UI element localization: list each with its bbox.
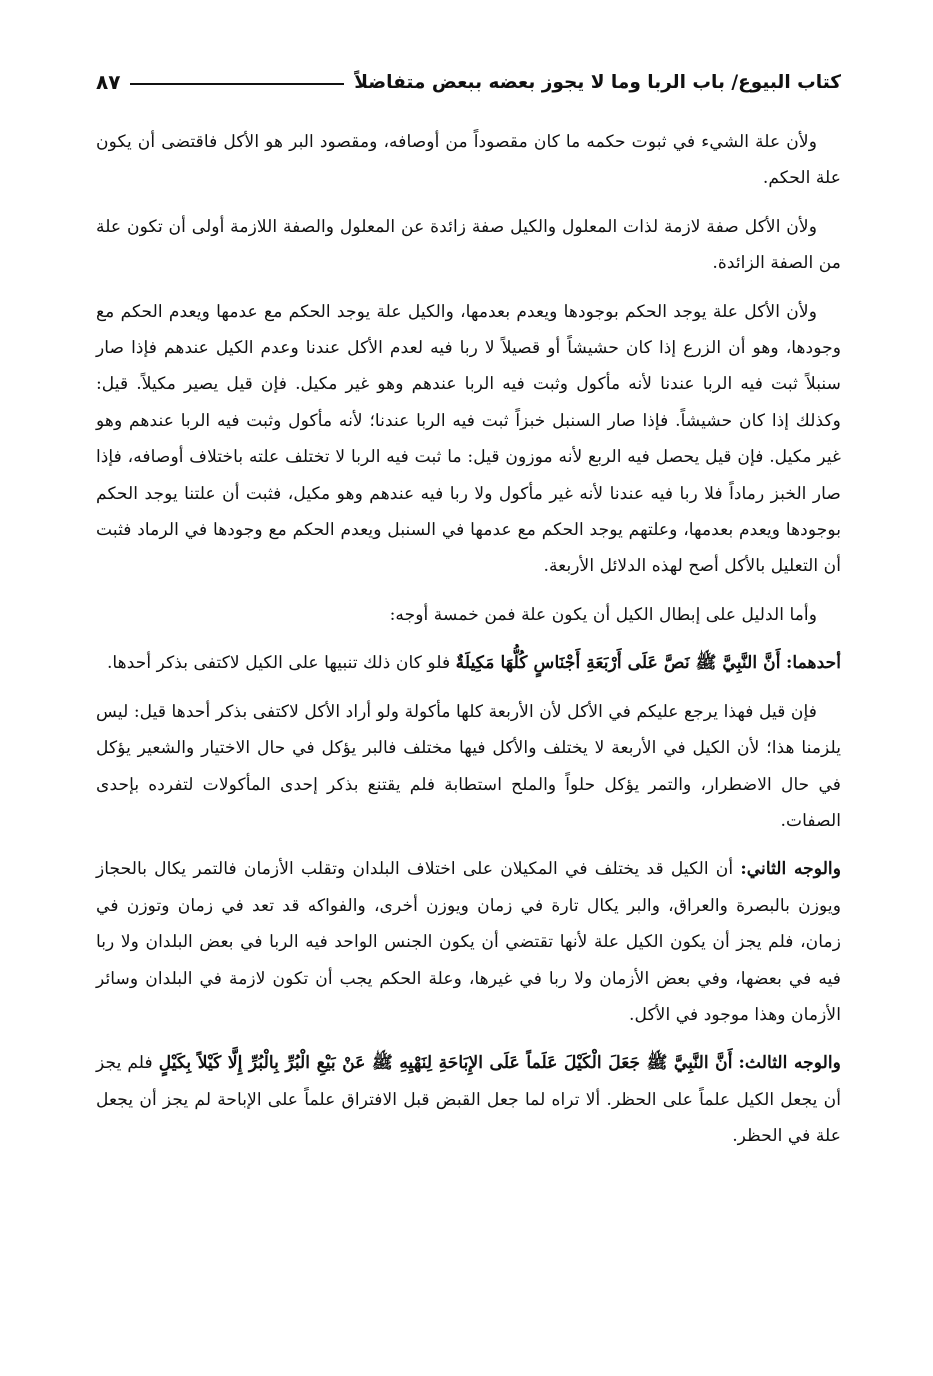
paragraph-1 bbox=[96, 124, 841, 197]
section-lead: والوجه الثالث: bbox=[738, 1053, 841, 1074]
header-rule bbox=[130, 83, 344, 85]
paragraph-text: ولأن الأكل علة يوجد الحكم بوجودها ويعدم بعدمها، والكيل علة يوجد الحكم مع عدمها ويعدم الحكم مع وجودها، وهو أن الزرع إذا كان حشيشاً أو قصيلاً لا ربا فيه لعدم الأكل عندنا وعدم الكيل عندهم فإذا صار سنبلاً ثبت فيه الربا عندنا لأنه مأكول وثبت فيه الربا عندهم وهو غير مكيل. فإن قيل يصير مكيلاً. قيل: وكذلك إذا كان حشيشاً. فإذا صار السنبل خبزاً ثبت فيه الربا عندنا؛ لأنه مأكول وثبت فيه الربا عندهم وهو غير مكيل. فإن قيل يحصل فيه الربع لأنه موزون قيل: ما ثبت فيه الربا لا تختلف علته باختلاف أوصافه، فإذا صار الخبز رماداً فلا ربا فيه عندنا لأنه غير مأكول ولا ربا فيه عندهم وهو مكيل، فثبت أن علتنا يوجد الحكم بوجودها ويعدم بعدمها، وعلتهم يوجد الحكم مع عدمها في السنبل ويعدم الحكم مع وجودها في الرماد فثبت أن التعليل بالأكل أصح لهذه الدلائل الأربعة. bbox=[96, 301, 841, 577]
section-lead: أحدهما: bbox=[785, 653, 841, 674]
paragraph-text: فلم يجز أن يجعل الكيل علماً على الحظر. ألا تراه لما جعل القبض قبل الافتراق علماً على الإباحة لم يجز أن يجعل علة في الحظر. bbox=[96, 1053, 841, 1147]
header-title: كتاب البيوع/ باب الربا وما لا يجوز بعضه ببعض متفاضلاً bbox=[354, 71, 841, 93]
paragraph-text: وأما الدليل على إبطال الكيل أن يكون علة فمن خمسة أوجه: bbox=[389, 604, 817, 625]
running-header bbox=[96, 62, 841, 102]
paragraph-text: فإن قيل فهذا يرجع عليكم في الأكل لأن الأربعة كلها مأكولة ولو أراد الأكل لاكتفى بذكر أحدها قيل: ليس يلزمنا هذا؛ لأن الكيل في الأربعة لا يختلف والأكل فيها مختلف فالبر يؤكل في حال الاختيار والشعير يؤكل في حال الاضطرار، والتمر يؤكل حلواً والملح استطابة فلم يقتنع بذكر إحدى المأكولات لتفرده بإحدى الصفات. bbox=[96, 701, 841, 831]
paragraph-2 bbox=[96, 209, 841, 282]
paragraph-3 bbox=[96, 294, 841, 585]
paragraph-text: ولأن الأكل صفة لازمة لذات المعلول والكيل صفة زائدة عن المعلول والصفة اللازمة أولى أن تكون علة من الصفة الزائدة. bbox=[96, 216, 841, 274]
paragraph-5 bbox=[96, 645, 841, 681]
paragraph-4 bbox=[96, 597, 841, 633]
paragraph-text: فلو كان ذلك تنبيها على الكيل لاكتفى بذكر أحدها. bbox=[106, 653, 451, 674]
page-number: ٨٧ bbox=[96, 70, 121, 94]
paragraph-text: أن الكيل قد يختلف في المكيلان على اختلاف البلدان وتقلب الأزمان فالتمر يكال بالحجاز ويوزن بالبصرة والعراق، والبر يكال تارة في زمان ويوزن أخرى، والفواكه قد تعد في زمان وتوزن في زمان، فلم يجز أن يكون الكيل علة لأنها تقتضي أن يكون الجنس الواحد فيه الربا في بعض البلدان ولا ربا فيه في بعضها، وفي بعض الأزمان ولا ربا في غيرها، وعلة الحكم يجب أن تكون لازمة في البلدان وسائر الأزمان وهذا موجود في الأكل. bbox=[96, 859, 841, 1025]
hadith-quote: أَنَّ النَّبِيَّ ﷺ نَصَّ عَلَى أَرْبَعَةِ أَجْنَاسٍ كُلُّهَا مَكِيلَةٌ bbox=[455, 653, 781, 674]
paragraph-text: ولأن علة الشيء في ثبوت حكمه ما كان مقصوداً من أوصافه، ومقصود البر هو الأكل فاقتضى أن يكون علة الحكم. bbox=[96, 132, 841, 189]
paragraph-6 bbox=[96, 694, 841, 840]
document-page bbox=[96, 62, 841, 1167]
section-lead: والوجه الثاني: bbox=[740, 859, 842, 880]
paragraph-8 bbox=[96, 1045, 841, 1154]
paragraph-7 bbox=[96, 851, 841, 1033]
hadith-quote: أَنَّ النَّبِيَّ ﷺ جَعَلَ الْكَيْلَ عَلَماً عَلَى الإِبَاحَةِ لِنَهْيِهِ ﷺ عَنْ بَيْعِ الْبُرِّ بِالْبُرِّ إِلَّا كَيْلاً بِكَيْلٍ bbox=[158, 1053, 733, 1074]
